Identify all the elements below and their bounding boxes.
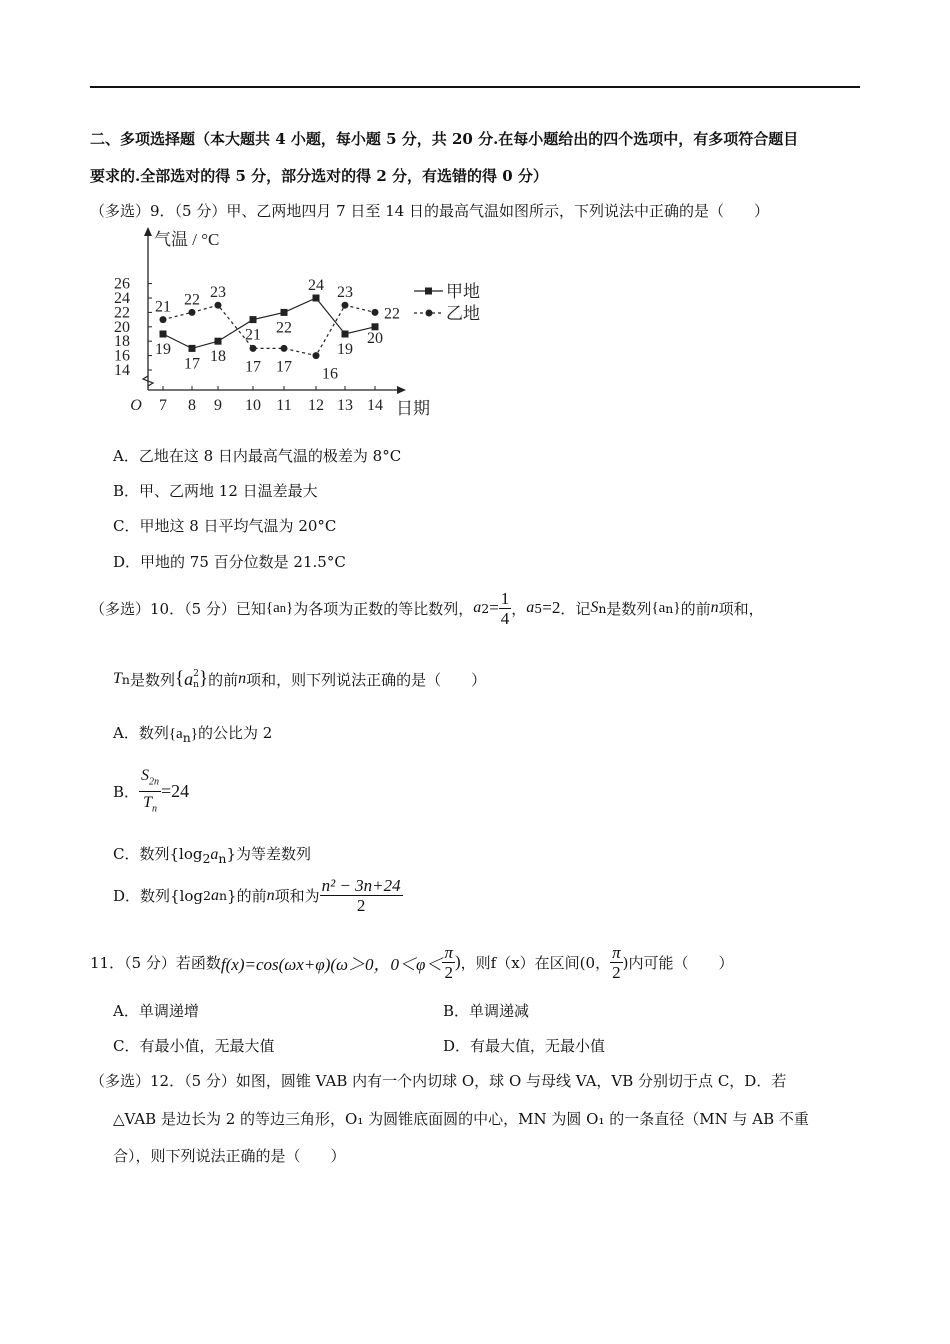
- series-point-square: [342, 331, 349, 338]
- legend-label-jia: 甲地: [446, 282, 480, 301]
- q11-fraction1: [442, 943, 455, 982]
- q10-prefix: （多选）10．（5 分）已知: [90, 599, 266, 618]
- q10-T-sub: n: [121, 671, 130, 687]
- q10-opt-c-sub: 2: [202, 851, 211, 866]
- q10-frac-num: 1: [500, 588, 510, 608]
- q10-opt-b-S: S: [141, 767, 150, 784]
- q10-option-a: [113, 722, 272, 745]
- q10-opt-c-a: a: [210, 846, 219, 863]
- data-label: 17: [276, 358, 292, 376]
- x-tick-label: 13: [337, 397, 353, 414]
- x-tick-label: 11: [276, 397, 292, 414]
- q9-option-c: C．甲地这 8 日平均气温为 20°C: [113, 517, 337, 535]
- q12-stem-line2: △VAB 是边长为 2 的等边三角形，O₁ 为圆锥底面圆的中心，MN 为圆 O₁ 的一条直径（MN 与 AB 不重: [113, 1110, 809, 1128]
- data-label: 22: [384, 305, 400, 323]
- legend-label-yi: 乙地: [446, 304, 480, 323]
- q10-sup2: 2: [193, 668, 199, 679]
- y-axis-arrow: [144, 227, 152, 236]
- y-tick-label: 22: [114, 304, 130, 322]
- series-point-circle: [215, 302, 222, 309]
- q10-opt-a-seq: {a: [168, 726, 183, 742]
- data-label: 17: [245, 358, 261, 376]
- series-point-circle: [313, 352, 320, 359]
- q10-S: S: [590, 599, 599, 616]
- data-label: 22: [184, 291, 200, 309]
- x-axis-arrow: [397, 386, 406, 394]
- section-title-line1: 二、多项选择题（本大题共 4 小题，每小题 5 分，共 20 分.在每小题给出的四个选项中，有多项符合题目: [90, 130, 799, 148]
- q11-two1: 2: [444, 962, 453, 982]
- q11-close: ): [454, 952, 461, 971]
- q10-opt-a-brace: }: [190, 726, 198, 742]
- legend-marker-yi: [426, 310, 433, 317]
- q11-option-d: D．有最大值，无最小值: [443, 1037, 606, 1055]
- q10-stem-line1: [90, 588, 764, 628]
- q10-stem-line2: T n 是数列 { a 2 n } 的前 n 项和，则下列说法正确的是（ ）: [113, 668, 487, 690]
- x-axis-label: 日期: [396, 399, 430, 418]
- q11-two2: 2: [612, 962, 621, 982]
- legend-marker-jia: [425, 288, 432, 295]
- series-point-square: [160, 331, 167, 338]
- q10-brace: }: [286, 599, 294, 616]
- y-tick-label: 26: [114, 275, 130, 293]
- data-label: 21: [245, 326, 261, 344]
- q10-opt-d-fraction: [320, 876, 403, 915]
- q10-seq-a2: {a: [651, 599, 666, 616]
- x-tick-label: 10: [245, 397, 261, 414]
- q10-mid1: 为各项为正数的等比数列，: [293, 599, 474, 618]
- q10-a5-sub: 5: [534, 600, 543, 616]
- q10-S-sub: n: [598, 600, 607, 616]
- q10-mid4: 的前: [680, 599, 711, 618]
- q10-opt-b-T: T: [143, 794, 152, 812]
- q10-line2-mid: 是数列: [129, 670, 175, 689]
- x-tick-label: 7: [159, 397, 167, 414]
- q10-opt-c-post: }为等差数列: [226, 845, 312, 863]
- q10-opt-c-nsub: n: [218, 851, 227, 866]
- q11-stem: [90, 942, 733, 982]
- q11-pi2: π: [612, 942, 621, 962]
- q10-sub: n: [279, 600, 287, 615]
- data-label: 17: [184, 355, 200, 373]
- series-point-square: [189, 345, 196, 352]
- x-tick-label: 8: [188, 397, 196, 414]
- temperature-chart: [100, 225, 500, 425]
- q10-option-b: [113, 765, 189, 819]
- q10-a2-sub: 2: [481, 600, 490, 616]
- q10-line2-mid4: 的前: [208, 670, 239, 689]
- q10-comma: ，: [511, 599, 527, 618]
- q11-pi1: π: [444, 942, 453, 962]
- q10-line2-end: 项和，则下列说法正确的是（ ）: [246, 670, 487, 689]
- q10-line2-sub: n: [193, 679, 200, 690]
- y-axis-label: 气温 / °C: [154, 230, 220, 249]
- q10-option-c: [113, 843, 311, 866]
- y-tick-label: 16: [114, 347, 130, 365]
- series-point-circle: [160, 316, 167, 323]
- q10-opt-b-Ssub: 2n: [149, 776, 160, 788]
- series-point-circle: [342, 302, 349, 309]
- q9-option-a: A．乙地在这 8 日内最高气温的极差为 8°C: [113, 447, 402, 465]
- q11-fraction2: [610, 943, 623, 982]
- q10-option-d: [113, 876, 403, 915]
- x-tick-label: 12: [308, 397, 324, 414]
- q10-opt-d-den: 2: [356, 896, 366, 915]
- data-label: 21: [155, 298, 171, 316]
- data-label: 23: [210, 284, 226, 302]
- q11-option-c: C．有最小值，无最大值: [113, 1037, 275, 1055]
- q11-option-a: A．单调递增: [113, 1002, 199, 1020]
- origin-label: O: [130, 397, 142, 414]
- q11-prefix: 11．（5 分）若函数: [90, 953, 221, 972]
- data-label: 22: [276, 319, 292, 337]
- x-tick-label: 9: [214, 397, 222, 414]
- q12-stem-line3: 合），则下列说法正确的是（ ）: [113, 1147, 346, 1165]
- data-label: 24: [308, 277, 324, 294]
- q10-opt-b-Tsub: n: [151, 803, 157, 815]
- q10-mid2: ．记: [560, 599, 591, 618]
- y-tick-label: 20: [114, 318, 130, 336]
- q10-a2: a: [473, 599, 482, 616]
- q10-sub2: n: [665, 600, 674, 616]
- q9-option-d: D．甲地的 75 百分位数是 21.5°C: [113, 553, 346, 571]
- q10-eq2: =2: [542, 598, 561, 617]
- q10-opt-b-fraction: [139, 765, 161, 819]
- q11-option-b: B．单调递减: [443, 1002, 530, 1020]
- q9-option-b: B．甲、乙两地 12 日温差最大: [113, 482, 318, 500]
- data-label: 19: [155, 341, 171, 358]
- q10-opt-d-mid2: 项和为: [274, 887, 320, 905]
- q12-stem-line1: （多选）12．（5 分）如图，圆锥 VAB 内有一个内切球 O，球 O 与母线 VA，VB 分别切于点 C，D．若: [90, 1072, 787, 1090]
- q11-close2: )内可能（ ）: [622, 953, 734, 972]
- data-label: 19: [337, 341, 353, 358]
- q10-opt-b-pre: B．: [113, 783, 140, 802]
- q10-opt-c-pre: C．数列{log: [113, 845, 203, 863]
- header-rule: [90, 86, 860, 88]
- q10-line2-n: n: [238, 670, 247, 687]
- q10-a5: a: [526, 599, 535, 616]
- data-label: 18: [210, 348, 226, 366]
- q11-function: f(x)=cos(ωx+φ)(ω＞0，0＜φ＜: [220, 954, 443, 974]
- q10-opt-a-post: 的公比为 2: [197, 724, 273, 742]
- q10-fraction: [499, 589, 512, 628]
- q11-mid: ，则: [460, 953, 491, 972]
- q10-brace2: }: [673, 599, 681, 616]
- q10-T: T: [113, 670, 122, 687]
- q10-frac-den: 4: [500, 608, 510, 628]
- series-point-circle: [250, 345, 257, 352]
- x-tick-label: 14: [367, 397, 383, 414]
- q10-opt-d-sub: 2: [203, 888, 211, 903]
- q9-stem: （多选）9．（5 分）甲、乙两地四月 7 日至 14 日的最高气温如图所示，下列说法中正确的是（ ）: [90, 202, 770, 220]
- q10-opt-b-value: =24: [161, 781, 190, 802]
- q10-n: n: [710, 599, 719, 616]
- series-point-square: [250, 316, 257, 323]
- y-tick-label: 24: [114, 290, 130, 307]
- q10-mid5: 项和，: [718, 599, 764, 618]
- q10-opt-d-a: a: [210, 886, 219, 904]
- q10-opt-d-num: n² − 3n+24: [321, 876, 401, 895]
- q10-opt-d-mid: }的前: [227, 887, 267, 905]
- y-tick-label: 14: [114, 362, 130, 379]
- q10-opt-a-pre: A．数列: [113, 724, 169, 742]
- q11-fx: f（x）在区间(0，: [490, 953, 611, 972]
- data-label: 20: [367, 329, 383, 347]
- q10-opt-d-n: n: [266, 886, 275, 904]
- series-point-square: [281, 309, 288, 316]
- q10-opt-a-sub: n: [182, 730, 191, 745]
- y-tick-label: 18: [114, 333, 130, 351]
- q10-mid3: 是数列: [606, 599, 652, 618]
- q10-eq: =: [489, 598, 499, 617]
- q10-opt-d-pre: D．数列{log: [113, 887, 204, 905]
- data-label: 16: [322, 365, 338, 383]
- series-point-circle: [281, 345, 288, 352]
- q10-seq-a: {a: [265, 599, 280, 616]
- series-point-circle: [372, 309, 379, 316]
- series-point-square: [215, 338, 222, 345]
- section-title-line2: 要求的.全部选对的得 5 分，部分选对的得 2 分，有选错的得 0 分）: [90, 167, 548, 185]
- data-label: 23: [337, 284, 353, 302]
- q10-opt-d-nsub: n: [218, 888, 228, 903]
- q10-line2-a: a: [184, 668, 194, 689]
- series-point-circle: [189, 309, 196, 316]
- series-point-square: [313, 295, 320, 302]
